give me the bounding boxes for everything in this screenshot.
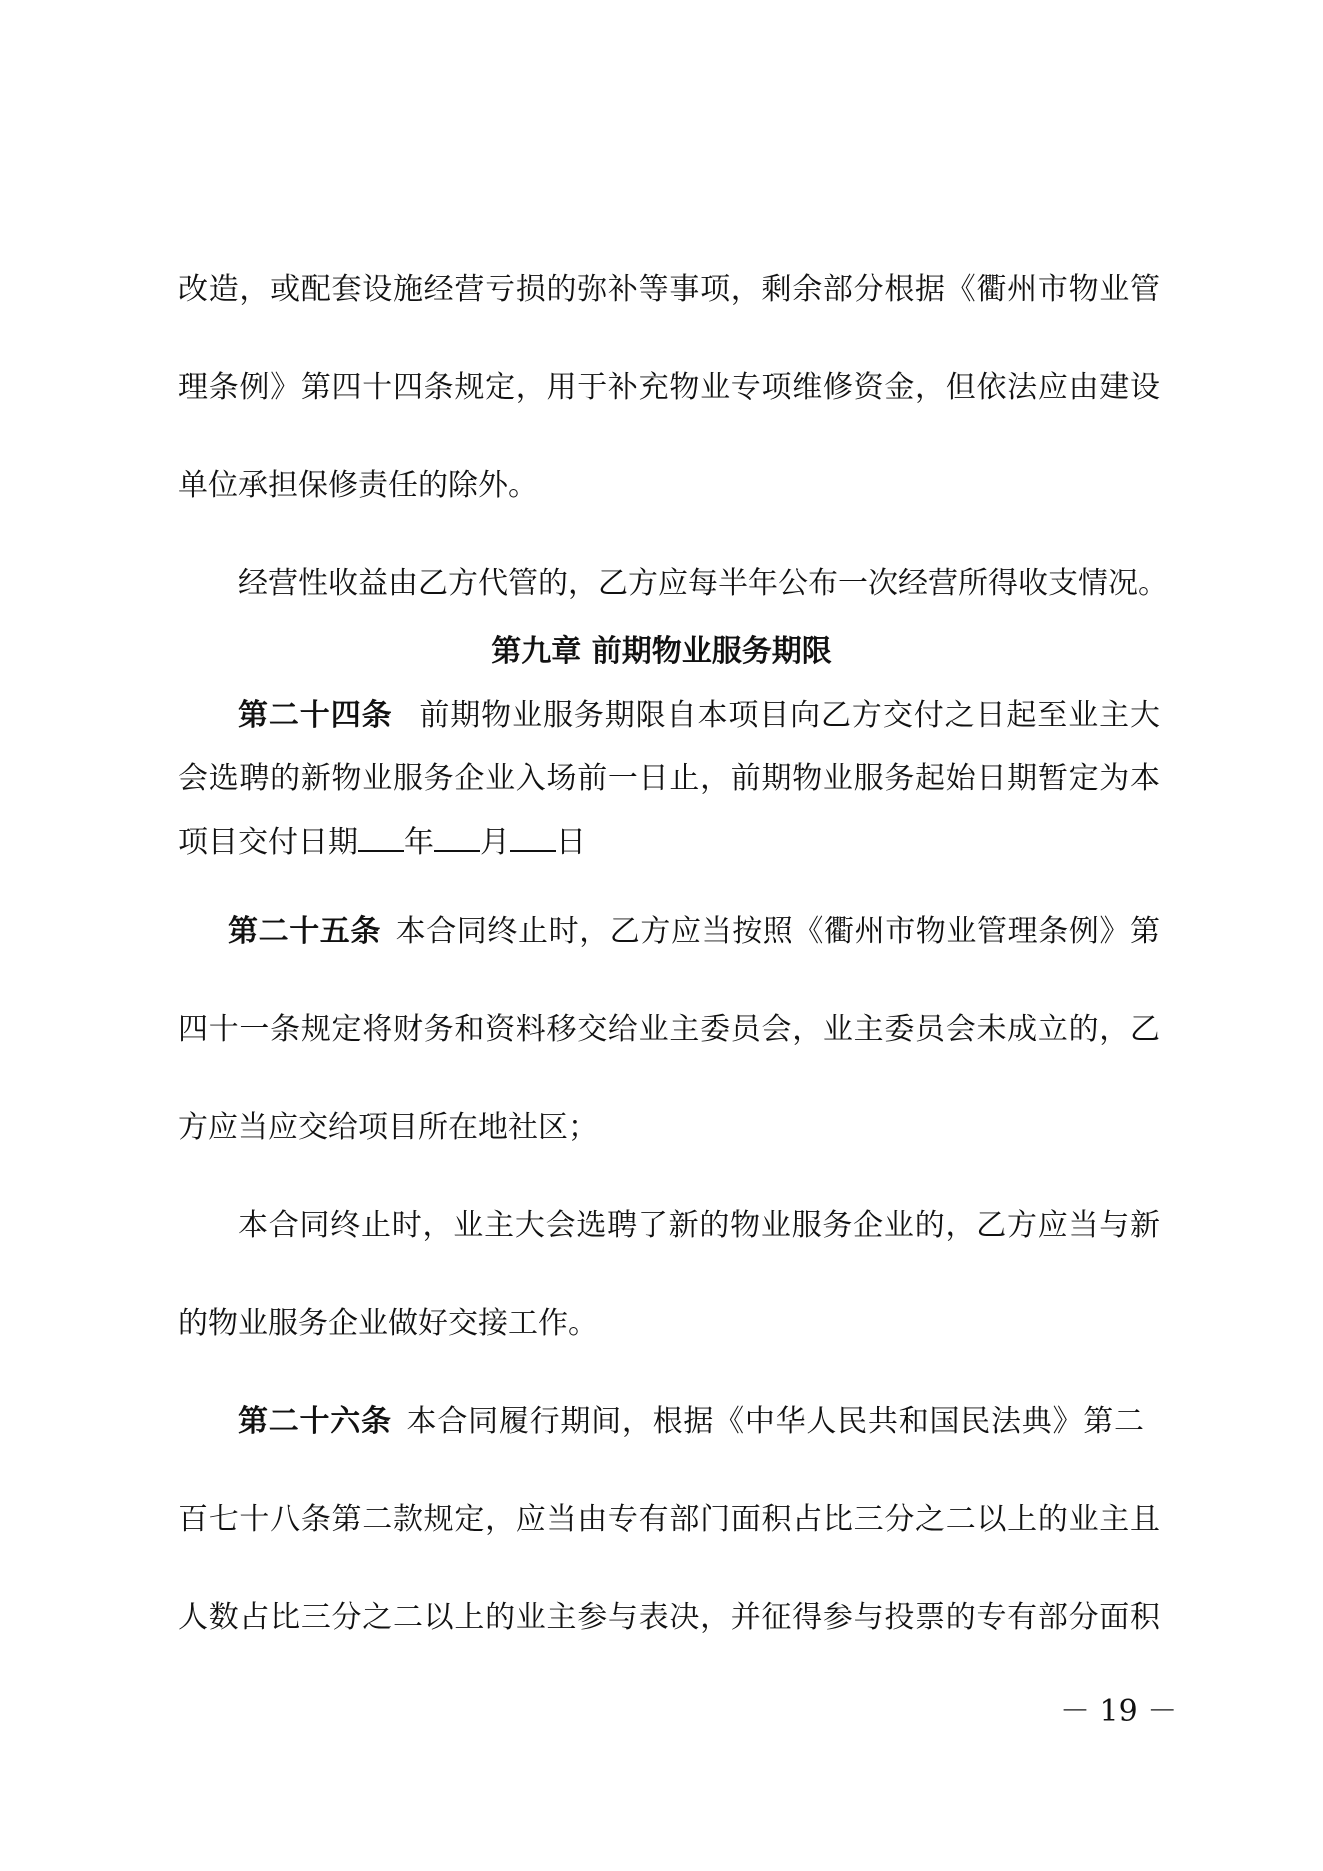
article-25-line-5: 的物业服务企业做好交接工作。 (178, 1306, 598, 1341)
paragraph-line: 单位承担保修责任的除外。 (178, 468, 538, 503)
article-24-text: 前期物业服务期限自本项目向乙方交付之日起至业主大 (418, 698, 1161, 733)
article-24-line-3 (178, 822, 586, 862)
article-24-line-1 (238, 696, 1160, 736)
page-number: － 19 － (1060, 1694, 1178, 1729)
paragraph-line: 理条例》第四十四条规定，用于补充物业专项维修资金，但依法应由建设 (178, 370, 1160, 405)
chapter-title: 第九章 前期物业服务期限 (491, 634, 832, 669)
year-blank (358, 822, 404, 852)
article-25-line-4: 本合同终止时，业主大会选聘了新的物业服务企业的，乙方应当与新 (238, 1208, 1160, 1243)
article-25-line-2: 四十一条规定将财务和资料移交给业主委员会，业主委员会未成立的，乙 (178, 1012, 1160, 1047)
article-26-label: 第二十六条 (238, 1404, 392, 1439)
month-label: 月 (480, 825, 510, 860)
paragraph-line: 改造，或配套设施经营亏损的弥补等事项，剩余部分根据《衢州市物业管 (178, 272, 1160, 307)
article-25-label: 第二十五条 (228, 914, 381, 949)
article-26-line-1 (238, 1402, 1144, 1442)
date-prefix: 项目交付日期 (178, 825, 358, 860)
article-25-text: 本合同终止时，乙方应当按照《衢州市物业管理条例》第 (395, 914, 1160, 949)
article-26-line-2: 百七十八条第二款规定，应当由专有部门面积占比三分之二以上的业主且 (178, 1502, 1160, 1537)
article-26-line-3: 人数占比三分之二以上的业主参与表决，并征得参与投票的专有部分面积 (178, 1600, 1160, 1635)
day-label: 日 (556, 825, 586, 860)
month-blank (434, 822, 480, 852)
article-26-text: 本合同履行期间，根据《中华人民共和国民法典》第二 (405, 1404, 1145, 1439)
day-blank (510, 822, 556, 852)
article-24-line-2: 会选聘的新物业服务企业入场前一日止，前期物业服务起始日期暂定为本 (178, 761, 1160, 796)
paragraph-line: 经营性收益由乙方代管的，乙方应每半年公布一次经营所得收支情况。 (238, 566, 1168, 601)
year-label: 年 (404, 825, 434, 860)
article-25-line-1 (228, 912, 1160, 952)
article-25-line-3: 方应当应交给项目所在地社区； (178, 1110, 598, 1145)
article-24-label: 第二十四条 (238, 698, 393, 733)
